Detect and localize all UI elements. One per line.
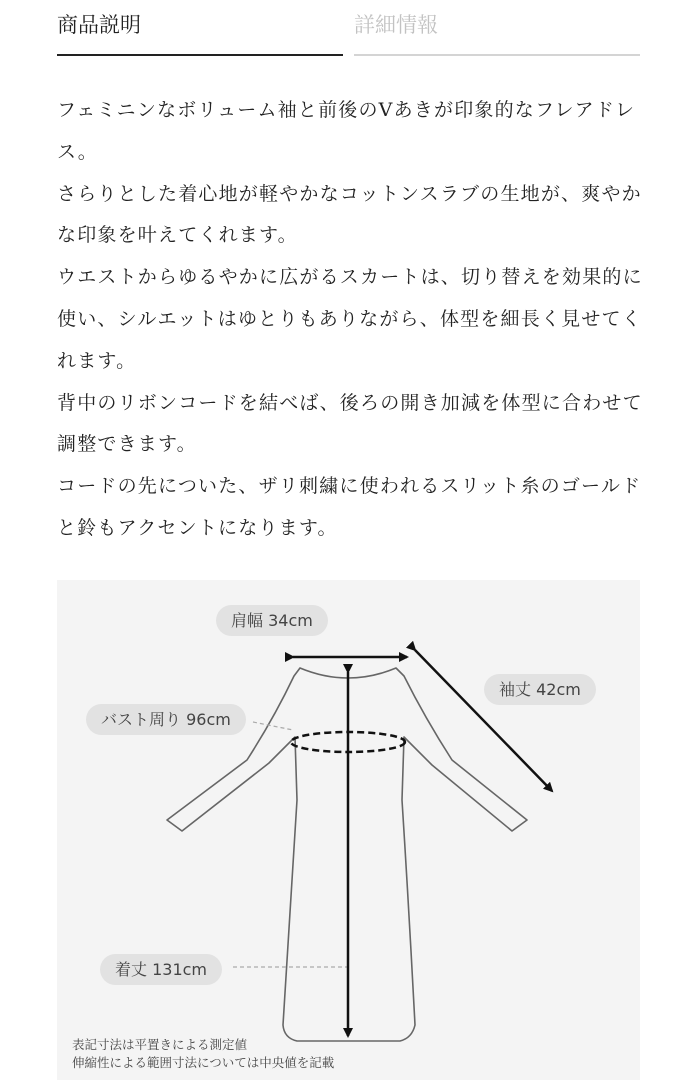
shoulder-width-label: 肩幅 34cm bbox=[216, 605, 328, 636]
sleeve-length-label: 袖丈 42cm bbox=[484, 674, 596, 705]
sleeve-arrow bbox=[415, 650, 552, 791]
bust-label: バスト周り 96cm bbox=[86, 704, 246, 735]
tab-details[interactable] bbox=[354, 0, 640, 56]
measurement-note: 伸縮性による範囲寸法については中央値を記載 bbox=[72, 1055, 335, 1070]
description-paragraph: 背中のリボンコードを結べば、後ろの開き加減を体型に合わせて調整できます。 bbox=[57, 391, 643, 456]
dress-illustration bbox=[57, 580, 640, 1080]
tab-bar bbox=[57, 0, 640, 56]
tab-product-description-label: 商品説明 bbox=[57, 13, 141, 37]
description-paragraph: コードの先についた、ザリ刺繍に使われるスリット糸のゴールドと鈴もアクセントになります。 bbox=[57, 475, 642, 539]
size-diagram bbox=[57, 580, 640, 1080]
tab-details-label: 詳細情報 bbox=[354, 13, 438, 37]
description-paragraph: さらりとした着心地が軽やかなコットンスラブの生地が、爽やかな印象を叶えてくれます。 bbox=[57, 182, 642, 247]
product-description bbox=[57, 90, 647, 550]
tab-product-description[interactable] bbox=[57, 0, 343, 56]
measurement-note: 表記寸法は平置きによる測定値 bbox=[72, 1037, 248, 1052]
total-length-label: 着丈 131cm bbox=[100, 954, 222, 985]
description-paragraph: フェミニンなボリューム袖と前後のVあきが印象的なフレアドレス。 bbox=[57, 99, 636, 163]
bust-leader bbox=[253, 722, 293, 730]
description-paragraph: ウエストからゆるやかに広がるスカートは、切り替えを効果的に使い、シルエットはゆとりもありながら、体型を細長く見せてくれます。 bbox=[57, 266, 643, 372]
